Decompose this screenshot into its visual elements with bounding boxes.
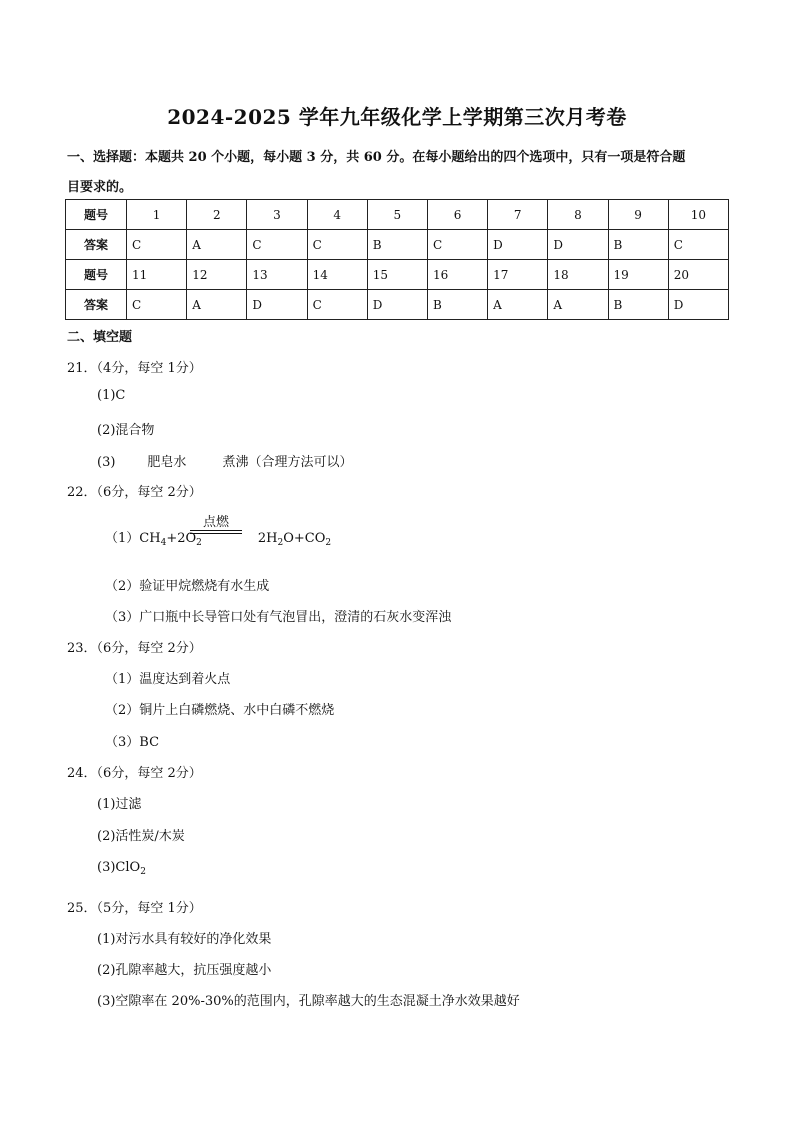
- question-23-answer-2: （2）铜片上白磷燃烧、水中白磷不燃烧: [105, 703, 335, 718]
- question-number: 2: [187, 200, 247, 230]
- answer-cell: B: [608, 290, 668, 320]
- answer-label: (3): [97, 455, 116, 470]
- question-24-answer-2: (2)活性炭/木炭: [97, 829, 185, 844]
- subscript: 2: [277, 538, 284, 548]
- question-21-heading: 21．（4分，每空 1分）: [67, 361, 202, 376]
- answer-table-row-answers-1: [66, 230, 729, 260]
- answer-table: [65, 199, 729, 320]
- answer-cell: C: [668, 230, 728, 260]
- answer-cell: D: [247, 290, 307, 320]
- question-number: 4: [307, 200, 367, 230]
- question-22-answer-3: （3）广口瓶中长导管口处有气泡冒出，澄清的石灰水变浑浊: [105, 610, 452, 625]
- section1-instructions-line1: 一、选择题：本题共 20 个小题，每小题 3 分，共 60 分。在每小题给出的四个选项中，只有一项是符合题: [67, 150, 686, 165]
- question-number: 10: [668, 200, 728, 230]
- answer-table-row-numbers-1: [66, 200, 729, 230]
- question-23-answer-1: （1）温度达到着火点: [105, 672, 231, 687]
- answer-cell: B: [427, 290, 487, 320]
- subscript: 2: [140, 867, 146, 877]
- question-number: 9: [608, 200, 668, 230]
- question-23-answer-3: （3）BC: [105, 735, 160, 750]
- question-number: 3: [247, 200, 307, 230]
- answer-cell: A: [548, 290, 608, 320]
- question-number: 6: [427, 200, 487, 230]
- answer-cell: A: [187, 230, 247, 260]
- question-22-answer-2: （2）验证甲烷燃烧有水生成: [105, 579, 270, 594]
- answer-cell: D: [668, 290, 728, 320]
- equation-product: 2H: [257, 531, 278, 546]
- answer-part: 肥皂水: [147, 455, 187, 470]
- answer-cell: D: [367, 290, 427, 320]
- subscript: 2: [196, 538, 202, 548]
- answer-part: 煮沸（合理方法可以）: [222, 455, 353, 470]
- equation-reactant: CH: [139, 531, 161, 546]
- question-number: 5: [367, 200, 427, 230]
- answer-cell: D: [548, 230, 608, 260]
- question-24-answer-3: [97, 860, 146, 877]
- question-number: 20: [668, 260, 728, 290]
- question-number: 17: [488, 260, 548, 290]
- equation-reactant: +2O: [166, 531, 197, 546]
- answer-cell: B: [367, 230, 427, 260]
- chemical-equation: [105, 527, 331, 548]
- question-21-answer-1: (1)C: [97, 388, 126, 403]
- equation-product: O+CO: [283, 531, 326, 546]
- question-21-answer-2: (2)混合物: [97, 423, 155, 438]
- question-25-answer-1: (1)对污水具有较好的净化效果: [97, 932, 272, 947]
- row-label-answer: 答案: [66, 290, 127, 320]
- question-25-heading: 25．（5分，每空 1分）: [67, 901, 202, 916]
- section1-instructions-line2: 目要求的。: [67, 180, 133, 195]
- question-25-answer-3: (3)空隙率在 20%-30%的范围内，孔隙率越大的生态混凝土净水效果越好: [97, 994, 520, 1009]
- question-number: 14: [307, 260, 367, 290]
- page-title: 2024-2025 学年九年级化学上学期第三次月考卷: [167, 105, 627, 129]
- subscript: 2: [325, 538, 332, 548]
- question-number: 13: [247, 260, 307, 290]
- question-number: 1: [127, 200, 187, 230]
- answer-cell: D: [488, 230, 548, 260]
- answer-text: (3)ClO: [97, 860, 141, 875]
- answer-cell: C: [127, 290, 187, 320]
- question-22-heading: 22．（6分，每空 2分）: [67, 485, 202, 500]
- question-24-heading: 24．（6分，每空 2分）: [67, 766, 202, 781]
- reaction-condition: 点燃: [202, 515, 229, 530]
- answer-cell: B: [608, 230, 668, 260]
- question-number: 7: [488, 200, 548, 230]
- answer-cell: C: [307, 230, 367, 260]
- question-number: 19: [608, 260, 668, 290]
- question-24-answer-1: (1)过滤: [97, 797, 142, 812]
- row-label-answer: 答案: [66, 230, 127, 260]
- answer-cell: C: [247, 230, 307, 260]
- question-23-heading: 23．（6分，每空 2分）: [67, 641, 202, 656]
- question-number: 12: [187, 260, 247, 290]
- question-number: 18: [548, 260, 608, 290]
- section2-heading: 二、填空题: [67, 330, 133, 345]
- answer-label: （1）: [105, 531, 140, 546]
- question-25-answer-2: (2)孔隙率越大，抗压强度越小: [97, 963, 272, 978]
- answer-cell: A: [187, 290, 247, 320]
- question-21-answer-3: [97, 451, 352, 470]
- row-label-number: 题号: [66, 260, 127, 290]
- answer-cell: A: [488, 290, 548, 320]
- question-number: 15: [367, 260, 427, 290]
- subscript: 4: [160, 538, 167, 548]
- answer-cell: C: [127, 230, 187, 260]
- answer-table-row-answers-2: [66, 290, 729, 320]
- answer-cell: C: [427, 230, 487, 260]
- question-number: 11: [127, 260, 187, 290]
- answer-cell: C: [307, 290, 367, 320]
- question-number: 16: [427, 260, 487, 290]
- row-label-number: 题号: [66, 200, 127, 230]
- answer-table-row-numbers-2: [66, 260, 729, 290]
- question-number: 8: [548, 200, 608, 230]
